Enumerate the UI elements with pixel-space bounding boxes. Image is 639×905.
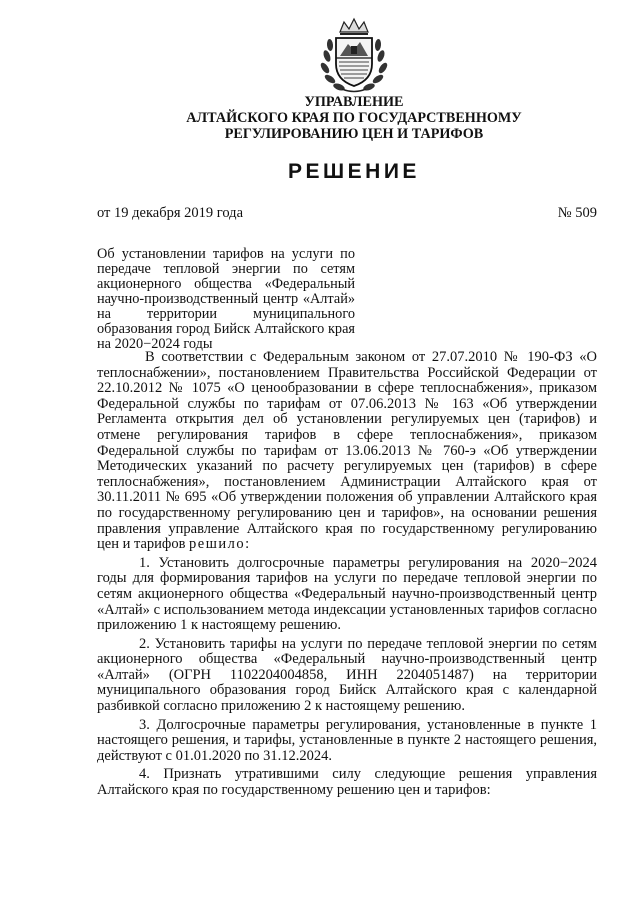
- item-1: 1. Установить долгосрочные параметры регулирования на 2020−2024 годы для формирования тарифов на услуги по передаче тепловой энергии по сетям акционерного общества «Федеральный научно-производственный центр «Алтай» с использованием метода индексации установленных тарифов согласно приложению 1 к настоящему решению.: [97, 554, 597, 634]
- preamble-paragraph: [97, 350, 597, 553]
- item-3: 3. Долгосрочные параметры регулирования, установленные в пункте 1 настоящего решения, и тарифы, установленные в пункте 2 настоящего решения, действуют с 01.01.2020 по 31.12.2024.: [97, 716, 597, 764]
- decision-body: [97, 350, 597, 802]
- item-4: 4. Признать утратившими силу следующие решения управления Алтайского края по государственному решению цен и тарифов:: [97, 766, 597, 799]
- authority-line-1: УПРАВЛЕНИЕ: [304, 94, 404, 110]
- preamble-verb: решило: [189, 536, 246, 553]
- item-2: 2. Установить тарифы на услуги по передаче тепловой энергии по сетям акционерного общества «Федеральный научно-производственный центр «Алтай» (ОГРН 1102204004858, ИНН 2204051487) на территории муниципального образования город Бийск Алтайского края с календарной разбивкой согласно приложению 2 к настоящему решению.: [97, 635, 597, 715]
- authority-line-3: РЕГУЛИРОВАНИЮ ЦЕН И ТАРИФОВ: [224, 126, 484, 142]
- document-date: от 19 декабря 2019 года: [97, 205, 243, 221]
- preamble-text: В соответствии с Федеральным законом от 27.07.2010 № 190-ФЗ «О теплоснабжении», постановлением Правительства Российской Федерации от 22.10.2012 № 1075 «О ценообразовании в сфере теплоснабжения», приказом Федеральной службы по тарифам от 07.06.2013 № 163 «Об утверждении Регламента открытия дел об установлении регулируемых цен (тарифов) и отмене регулирования тарифов в сфере теплоснабжения», приказом Федеральной службы по тарифам от 13.06.2013 № 760-э «Об утверждении Методических указаний по расчету регулируемых цен (тарифов) в сфере теплоснабжения», постановлением Администрации Алтайского края от 30.11.2011 № 695 «Об утверждении положения об управлении Алтайского края по государственному регулированию цен и тарифов», на основании решения правления управление Алтайского края по государственному регулированию цен и тарифов: [97, 349, 597, 553]
- authority-line-2: АЛТАЙСКОГО КРАЯ ПО ГОСУДАРСТВЕННОМУ: [186, 110, 522, 126]
- decision-subject: Об установлении тарифов на услуги по передаче тепловой энергии по сетям акционерного общества «Федеральный научно-производственный центр «Алтай» на территории муниципального образования город Бийск Алтайского края на 2020−2024 годы: [97, 246, 355, 352]
- preamble-colon: :: [245, 536, 250, 553]
- document-type-title: РЕШЕНИЕ: [288, 160, 420, 183]
- document-number: № 509: [557, 205, 597, 221]
- coat-of-arms-icon: [318, 16, 390, 94]
- issuing-authority: [150, 94, 558, 142]
